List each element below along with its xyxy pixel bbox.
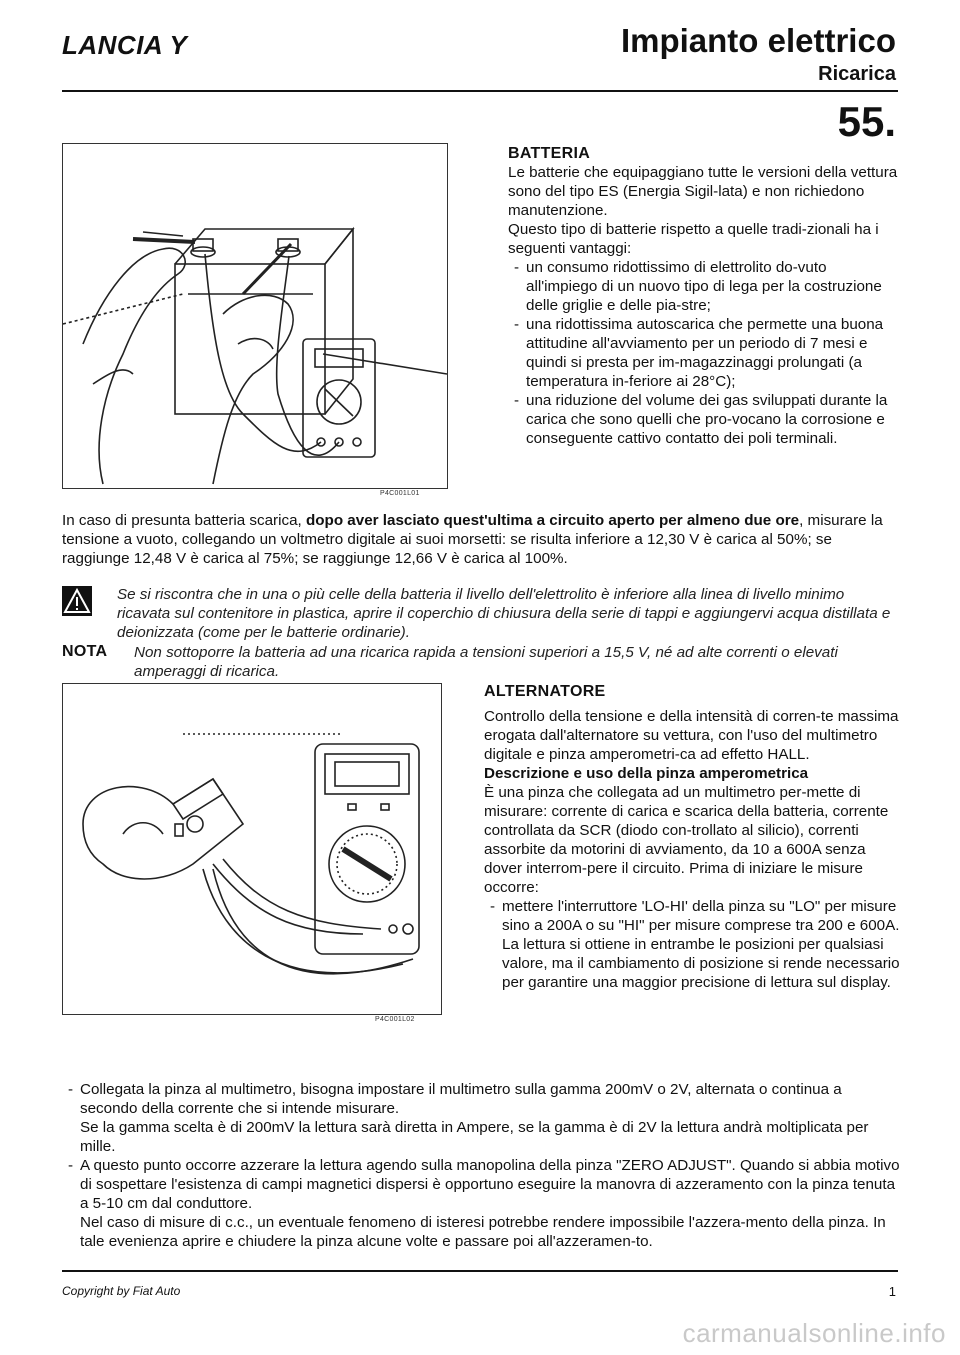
footer-rule [62,1270,898,1272]
battery-section [508,145,900,448]
list-item: - Collegata la pinza al multimetro, bisogna impostare il multimetro sulla gamma 200mV o 2V, alternata o continua a secondo della corrente che si intende misurare. [62,1080,900,1118]
nota-text: Non sottoporre la batteria ad una ricarica rapida a tensioni superiori a 15,5 V, né ad alte correnti o elevati amperaggi di ricarica. [134,644,838,680]
header-rule [62,90,898,92]
list-item: - mettere l'interruttore 'LO-HI' della pinza su "LO" per misure sino a 200A o su "HI" per misure comprese tra 200 e 600A. [484,897,900,935]
battery-multimeter-illustration [63,144,447,488]
list-item: - un consumo ridottissimo di elettrolito do-vuto all'impiego di un nuovo tipo di lega per la costruzione delle griglie e delle pia-stre; [508,258,900,315]
watermark: carmanualsonline.info [682,1318,946,1348]
procedure-section [62,1080,900,1251]
battery-intro: Le batterie che equipaggiano tutte le versioni della vettura sono del tipo ES (Energia Sigil-lata) e non richiedono manutenzione. [508,164,898,219]
battery-heading: BATTERIA [508,145,591,162]
charge-check-lead: In caso di presunta batteria scarica, [62,512,306,529]
footer-page-number: 1 [888,1284,896,1299]
figure-battery-test [62,143,448,489]
figure-clamp-meter [62,683,442,1015]
clamp-step1-continuation: La lettura si ottiene in entrambe le posizioni per qualsiasi valore, ma il cambiamento di posizione si rende necessario per garantire una maggior precisione di lettura sul display. [502,936,900,991]
alternator-section [484,683,900,992]
alternator-intro: Controllo della tensione e della intensità di corren-te massima erogata dall'alternatore su vettura, con l'uso del multimetro digitale e pinza amperometri-ca ad effetto HALL. [484,708,899,763]
clamp-steps-list [484,897,900,935]
procedure-step3-continuation: Nel caso di misure di c.c., un eventuale fenomeno di isteresi potrebbe rendere impossibile l'azzera-mento della pinza. In tale evenienza aprire e chiudere la pinza alcune volte e passare poi all'azzeramen-to. [80,1214,886,1250]
battery-advantages-intro: Questo tipo di batterie rispetto a quelle tradi-zionali ha i seguenti vantaggi: [508,221,879,257]
charge-check-bold: dopo aver lasciato quest'ultima a circuito aperto per almeno due ore [305,512,800,529]
section-page-number: 55. [837,98,896,145]
charge-check-rest: , misurare la tensione a vuoto, collegando un voltmetro digitale ai suoi morsetti: se risulta inferiore a 12,30 V è carica al 50%; se raggiunge 12,48 V è carica al 75%; se raggiunge 12,66 V è carica al 100%. [62,512,883,567]
list-item: - una ridottissima autoscarica che permette una buona attitudine all'avviamento per un periodo di 7 mesi e quindi si presta per im-magazzinaggi prolungati (a temperatura in-feriore ai 28°C); [508,315,900,391]
clamp-meter-multimeter-illustration [63,684,441,1014]
nota-label: NOTA [62,643,108,660]
brand-label: LANCIA Y [62,30,188,60]
figure-code: P4C001L02 [375,1016,415,1023]
charge-check-paragraph [62,511,900,568]
figure-code: P4C001L01 [380,490,420,497]
page-subtitle: Ricarica [818,63,896,85]
list-item: - una riduzione del volume dei gas sviluppati durante la carica che sono quelli che pro-vocano la corrosione e conseguente cattivo contatto dei poli terminali. [508,391,900,448]
page-title: Impianto elettrico [620,22,896,59]
list-item: - A questo punto occorre azzerare la lettura agendo sulla manopolina della pinza "ZERO ADJUST". Quando si abbia motivo di sospettare l'esistenza di campi magnetici dispersi è opportuno eseguire la manovra di azzeramento con la pinza tenuta a 5-10 cm dal conduttore. [62,1156,900,1213]
warning-text: Se si riscontra che in una o più celle della batteria il livello dell'elettrolito è inferiore alla linea di livello minimo ricavata sul contenitore in plastica, aprire il coperchio di chiusura della serie di tappi e aggiungervi acqua distillata e deionizzata (come per le batterie ordinarie). [117,586,891,641]
clamp-description: È una pinza che collegata ad un multimetro per-mette di misurare: corrente di carica e scarica della batteria, corrente controllata da SCR (diodo con-trollato al silicio), correnti assorbite da motorini di avviamento, da 10 a 600A senza dover interrom-pere il circuito. Prima di iniziare le misure occorre: [484,784,889,896]
footer-copyright: Copyright by Fiat Auto [62,1284,181,1298]
procedure-list [62,1080,900,1118]
alternator-heading: ALTERNATORE [484,683,606,700]
battery-advantages-list [508,258,900,448]
clamp-subheading: Descrizione e uso della pinza amperometrica [484,765,809,782]
warning-box [62,586,92,616]
warning-triangle-icon [62,586,92,616]
procedure-step2-continuation: Se la gamma scelta è di 200mV la lettura sarà diretta in Ampere, se la gamma è di 2V la lettura andrà moltiplicata per mille. [80,1119,869,1155]
procedure-list-2 [62,1156,900,1213]
